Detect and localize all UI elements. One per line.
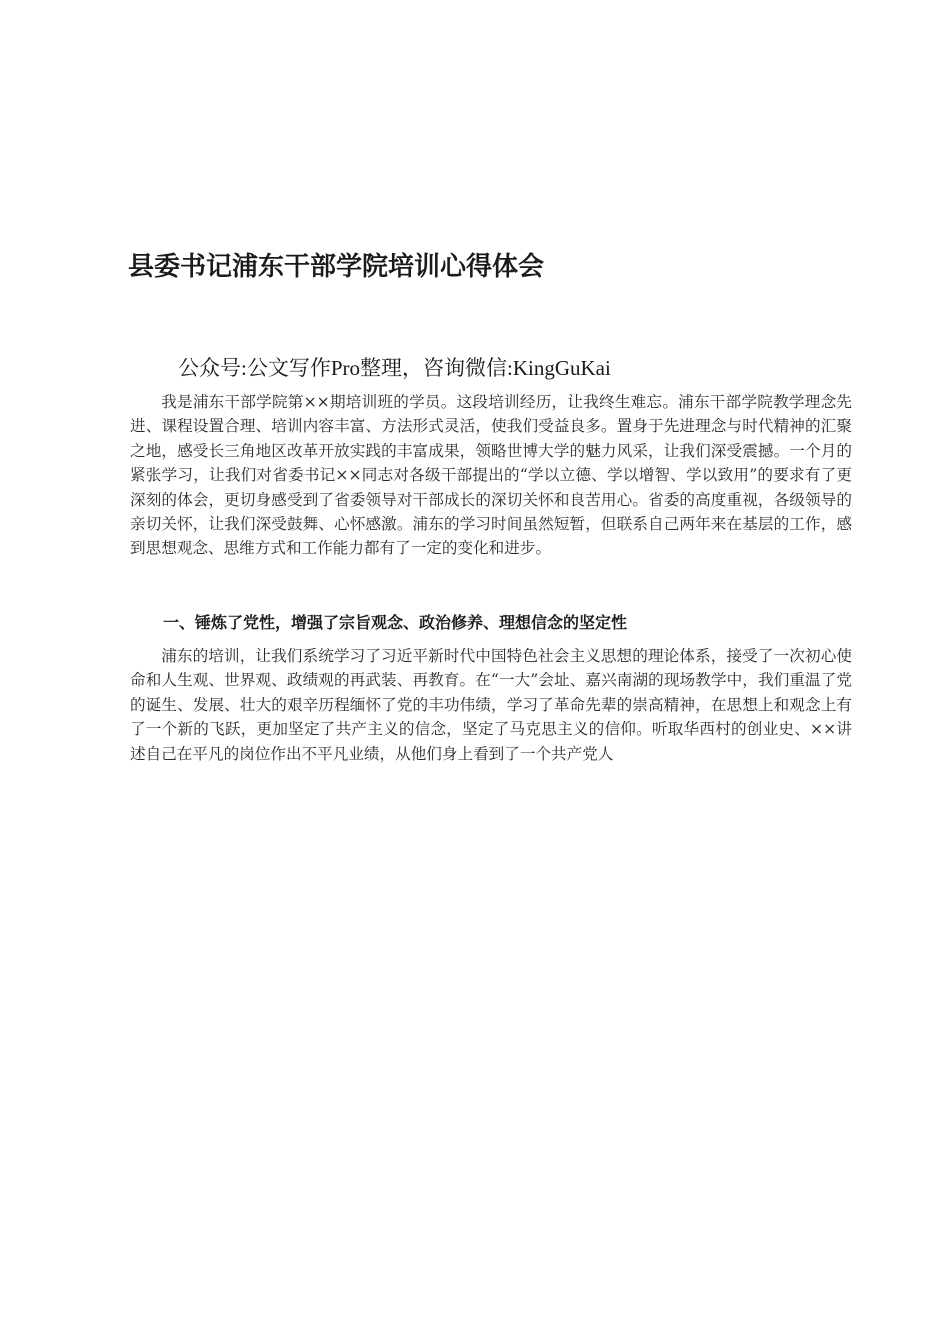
section-heading: 一、锤炼了党性，增强了宗旨观念、政治修养、理想信念的坚定性 <box>163 613 628 632</box>
body-paragraph-section-1: 浦东的培训，让我们系统学习了习近平新时代中国特色社会主义思想的理论体系，接受了一次初心使命和人生观、世界观、政绩观的再武装、再教育。在“一大”会址、嘉兴南湖的现场教学中，我们重温了党的诞生、发展、壮大的艰辛历程缅怀了党的丰功伟绩，学习了革命先辈的崇高精神，在思想上和观念上有了一个新的飞跃，更加坚定了共产主义的信念，坚定了马克思主义的信仰。听取华西村的创业史、××讲述自己在平凡的岗位作出不平凡业绩，从他们身上看到了一个共产党人 <box>130 647 852 763</box>
document-title: 县委书记浦东干部学院培训心得体会 <box>128 252 545 282</box>
source-attribution: 公众号:公文写作Pro整理，咨询微信:KingGuKai <box>178 356 611 380</box>
body-paragraph-intro: 我是浦东干部学院第××期培训班的学员。这段培训经历，让我终生难忘。浦东干部学院教学理念先进、课程设置合理、培训内容丰富、方法形式灵活，使我们受益良多。置身于先进理念与时代精神的汇聚之地，感受长三角地区改革开放实践的丰富成果，领略世博大学的魅力风采，让我们深受震撼。一个月的紧张学习，让我们对省委书记××同志对各级干部提出的“学以立德、学以增智、学以致用”的要求有了更深刻的体会，更切身感受到了省委领导对干部成长的深切关怀和良苦用心。省委的高度重视，各级领导的亲切关怀，让我们深受鼓舞、心怀感激。浦东的学习时间虽然短暂，但联系自己两年来在基层的工作，感到思想观念、思维方式和工作能力都有了一定的变化和进步。 <box>130 393 852 558</box>
